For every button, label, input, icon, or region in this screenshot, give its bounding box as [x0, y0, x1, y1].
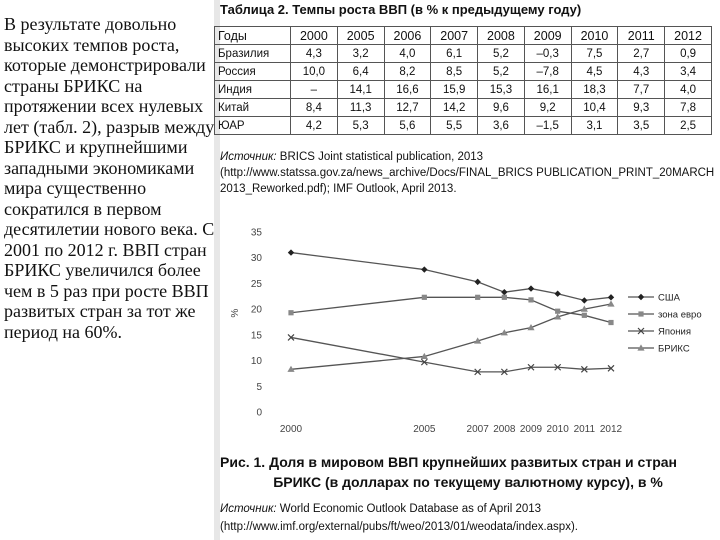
table-cell: 6,4 [337, 63, 384, 81]
gdp-growth-table [214, 26, 712, 135]
table-row [215, 117, 712, 135]
table-cell: 3,2 [337, 45, 384, 63]
data-point [554, 291, 560, 297]
y-tick-label: 25 [250, 278, 262, 290]
table-title: Таблица 2. Темпы роста ВВП (в % к предыдущему году) [220, 2, 582, 17]
figure-source-text: World Economic Outlook Database as of April 2013 (http://www.imf.org/external/pubs/ft/weo/2013/01/weodata/index.aspx). [220, 503, 578, 533]
y-axis-label: % [230, 308, 241, 318]
table-year-header: 2005 [337, 27, 384, 45]
table-cell: 8,2 [384, 63, 431, 81]
table-cell: 9,3 [618, 99, 665, 117]
table-cell: 3,4 [665, 63, 712, 81]
table-year-header: 2006 [384, 27, 431, 45]
table-year-header: 2000 [291, 27, 338, 45]
data-point [582, 313, 587, 318]
table-cell: 2,7 [618, 45, 665, 63]
table-cell: 6,1 [431, 45, 478, 63]
y-tick-label: 0 [256, 407, 262, 419]
figure-caption-line1: Рис. 1. Доля в мировом ВВП крупнейших развитых стран и стран [220, 454, 677, 470]
table-row-country: ЮАР [215, 117, 291, 135]
table-cell: 4,3 [618, 63, 665, 81]
data-point [502, 295, 507, 300]
table-cell: 4,0 [665, 81, 712, 99]
data-point [475, 295, 480, 300]
table-cell: 4,5 [571, 63, 618, 81]
table-cell: 5,6 [384, 117, 431, 135]
data-point [638, 311, 643, 316]
data-point [638, 294, 644, 300]
data-point [555, 309, 560, 314]
table-year-header: 2011 [618, 27, 665, 45]
series-line-triangle [291, 304, 611, 369]
y-tick-label: 30 [250, 253, 262, 265]
table-cell: 7,8 [665, 99, 712, 117]
legend-label: зона евро [658, 309, 702, 321]
table-corner-label: Годы [215, 27, 291, 45]
table-cell: 0,9 [665, 45, 712, 63]
data-point [528, 297, 533, 302]
table-cell: 9,6 [478, 99, 525, 117]
x-tick-label: 2008 [493, 424, 516, 435]
table-cell: 2,5 [665, 117, 712, 135]
legend-label: Япония [658, 326, 691, 338]
data-point [288, 249, 294, 255]
series-line-cross [291, 337, 611, 371]
table-row [215, 45, 712, 63]
table-source-note [220, 149, 716, 197]
table-year-header: 2012 [665, 27, 712, 45]
table-cell: 4,2 [291, 117, 338, 135]
gdp-share-line-chart [218, 214, 716, 438]
table-row-country: Индия [215, 81, 291, 99]
table-cell: 3,5 [618, 117, 665, 135]
legend-label: США [658, 292, 680, 304]
table-cell: 16,1 [524, 81, 571, 99]
table-year-header: 2010 [571, 27, 618, 45]
table-cell: 4,3 [291, 45, 338, 63]
series-line-square [291, 297, 611, 322]
table-cell: 9,2 [524, 99, 571, 117]
table-cell: – [291, 81, 338, 99]
table-cell: 3,6 [478, 117, 525, 135]
data-point [288, 310, 293, 315]
x-tick-label: 2000 [279, 424, 303, 435]
table-cell: 15,9 [431, 81, 478, 99]
data-point [607, 300, 614, 306]
data-point [608, 320, 613, 325]
table-row [215, 99, 712, 117]
y-tick-label: 15 [250, 330, 262, 342]
table-row-country: Россия [215, 63, 291, 81]
table-cell: 8,5 [431, 63, 478, 81]
table-cell: 15,3 [478, 81, 525, 99]
table-header-row [215, 27, 712, 45]
table-row [215, 81, 712, 99]
x-tick-label: 2009 [519, 424, 543, 435]
figure-source-label: Источник: [220, 503, 277, 515]
table-cell: 7,5 [571, 45, 618, 63]
table-cell: 5,3 [337, 117, 384, 135]
figure-caption [220, 452, 716, 492]
table-cell: 5,5 [431, 117, 478, 135]
y-tick-label: 35 [250, 227, 262, 239]
data-point [501, 289, 507, 295]
figure-caption-line2: БРИКС (в долларах по текущему валютному курсу), в % [273, 474, 663, 490]
table-cell: 3,1 [571, 117, 618, 135]
table-source-label: Источник: [220, 151, 277, 163]
data-point [474, 279, 480, 285]
table-row-country: Бразилия [215, 45, 291, 63]
table-cell: 8,4 [291, 99, 338, 117]
x-tick-label: 2005 [413, 424, 436, 435]
table-year-header: 2008 [478, 27, 525, 45]
table-cell: 11,3 [337, 99, 384, 117]
x-tick-label: 2007 [466, 424, 489, 435]
body-paragraph: В результате довольно высоких темпов роста, которые демонстрировали страны БРИКС на протяжении всех нулевых лет (табл. 2), разрыв между БРИКС и крупнейшими западными экономиками мира существенно сократился в первом десятилетии нового века. С 2001 по 2012 г. ВВП стран БРИКС увеличился более чем в 5 раз при росте ВВП развитых стран за тот же период на 60%. [4, 14, 215, 342]
table-cell: –7,8 [524, 63, 571, 81]
table-source-text: BRICS Joint statistical publication, 2013 (http://www.statssa.gov.za/news_archive/Docs/FINAL_BRICS PUBLICATION_PRINT_20MARCH 2013_Reworked.pdf); IMF Outlook, April 2013. [220, 151, 715, 195]
x-tick-label: 2011 [573, 424, 596, 435]
table-cell: 5,2 [478, 63, 525, 81]
table-cell: 14,1 [337, 81, 384, 99]
table-cell: 18,3 [571, 81, 618, 99]
table-cell: 10,4 [571, 99, 618, 117]
table-row-country: Китай [215, 99, 291, 117]
x-tick-label: 2010 [546, 424, 569, 435]
table-row [215, 63, 712, 81]
data-point [422, 295, 427, 300]
figure-source-note [220, 500, 716, 536]
y-tick-label: 5 [256, 381, 262, 393]
table-cell: 10,0 [291, 63, 338, 81]
data-point [608, 294, 614, 300]
table-year-header: 2009 [524, 27, 571, 45]
table-cell: 12,7 [384, 99, 431, 117]
data-point [581, 297, 587, 303]
data-point [528, 285, 534, 291]
table-cell: 16,6 [384, 81, 431, 99]
table-cell: 7,7 [618, 81, 665, 99]
table-cell: 4,0 [384, 45, 431, 63]
table-cell: –0,3 [524, 45, 571, 63]
data-point [421, 266, 427, 272]
table-cell: 14,2 [431, 99, 478, 117]
x-tick-label: 2012 [599, 424, 623, 435]
table-year-header: 2007 [431, 27, 478, 45]
y-tick-label: 10 [250, 356, 262, 368]
series-line-diamond [291, 253, 611, 301]
legend-label: БРИКС [658, 343, 690, 355]
y-tick-label: 20 [250, 304, 262, 316]
table-cell: 5,2 [478, 45, 525, 63]
table-cell: –1,5 [524, 117, 571, 135]
